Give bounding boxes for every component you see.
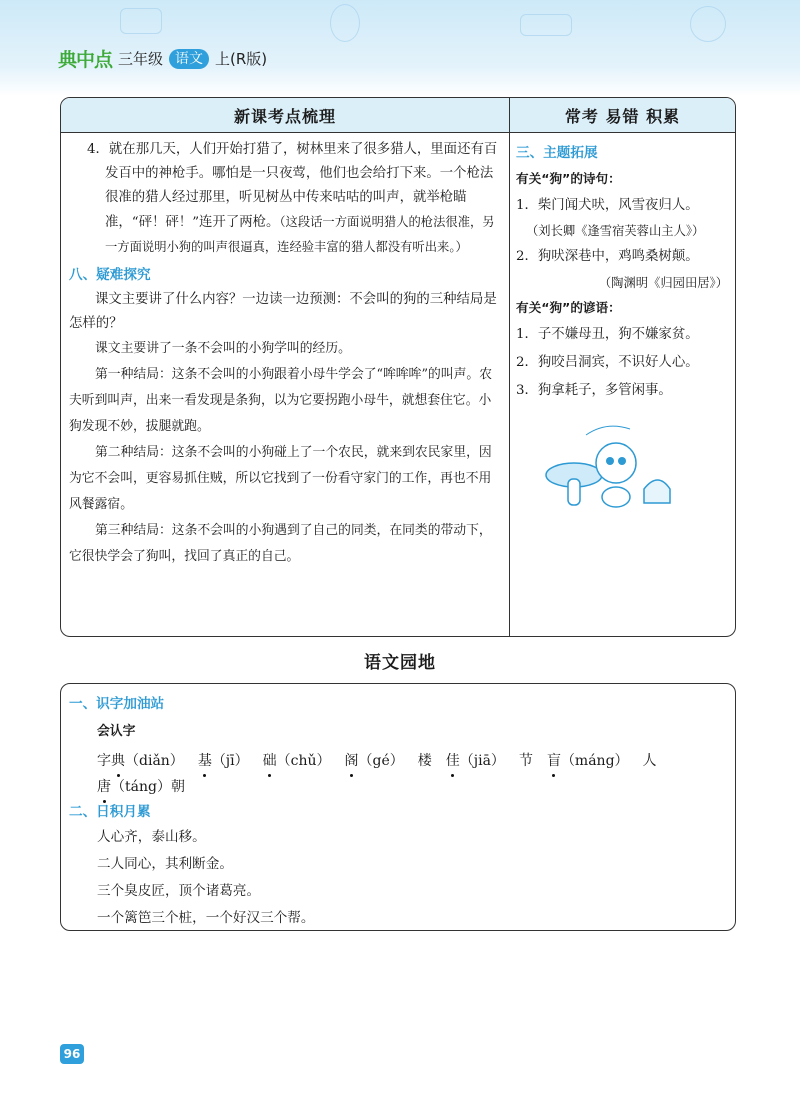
decor-doodle (120, 8, 162, 34)
pinyin: （chǔ） (276, 753, 331, 769)
edition-label: 上(R版) (215, 50, 268, 68)
character-line-1 (69, 748, 719, 774)
item-4 (69, 138, 503, 260)
emphasized-char: 唐 (97, 774, 111, 800)
chinese-garden-title: 语文园地 (364, 653, 436, 673)
char-entry (263, 753, 331, 769)
char: 节 (518, 753, 533, 769)
decor-doodle (520, 14, 572, 36)
right-column (516, 138, 728, 513)
char: 楼 (417, 753, 432, 769)
daily-accumulation-title: 二、日积月累 (69, 804, 151, 820)
saying-3: 3．狗拿耗子，多管闲事。 (516, 383, 672, 398)
pinyin: （máng） (560, 753, 629, 769)
emphasized-char: 础 (263, 748, 277, 774)
section-8-title: 八、疑难探究 (69, 267, 151, 283)
left-column (69, 138, 503, 570)
poem-1: 1．柴门闻犬吠，风雪夜归人。 (516, 198, 699, 213)
proverb-2: 二人同心，其利断金。 (97, 856, 233, 872)
char: 字 (97, 753, 111, 769)
cartoon-dog-illustration (534, 417, 684, 513)
proverb-3: 三个臭皮匠，顶个诸葛亮。 (97, 883, 261, 899)
emphasized-char: 典 (111, 748, 125, 774)
poem-1-citation: （刘长卿《逢雪宿芙蓉山主人》） (526, 224, 705, 238)
char-entry (345, 753, 404, 769)
poem-2: 2．狗吠深巷中，鸡鸣桑树颠。 (516, 249, 699, 264)
answer-ending-1: 第一种结局：这条不会叫的小狗跟着小母牛学会了“哞哞哞”的叫声。农夫听到叫声，出来一看发现是条狗，以为它要拐跑小母牛，就想套住它。小狗发现不妙，拔腿就跑。 (69, 367, 492, 434)
sayings-title: 有关“狗”的谚语： (516, 300, 621, 315)
pinyin: （jī） (211, 753, 249, 769)
chinese-garden-box (60, 683, 736, 931)
brand-logo: 典中点 (58, 49, 113, 71)
page-number: 96 (60, 1044, 84, 1064)
pinyin: （jiā） (459, 753, 505, 769)
grade-label: 三年级 (118, 50, 164, 68)
char-entry (519, 753, 533, 769)
answer-summary: 课文主要讲了一条不会叫的小狗学叫的经历。 (95, 341, 351, 356)
char-entry (547, 753, 629, 769)
char-entry (97, 753, 184, 769)
pinyin: （diǎn） (125, 753, 184, 769)
pinyin: （gé） (358, 753, 404, 769)
column-divider (509, 98, 510, 636)
saying-2: 2．狗咬吕洞宾，不识好人心。 (516, 355, 699, 370)
emphasized-char: 佳 (446, 748, 460, 774)
garden-content (69, 690, 719, 932)
emphasized-char: 盲 (547, 748, 561, 774)
char-entry (643, 753, 657, 769)
poems-title: 有关“狗”的诗句： (516, 171, 621, 186)
emphasized-char: 阁 (345, 748, 359, 774)
answer-ending-3: 第三种结局：这条不会叫的小狗遇到了自己的同类，在同类的带动下，它很快学会了狗叫，找回了真正的自己。 (69, 523, 492, 564)
char: 人 (642, 753, 657, 769)
char-entry (198, 753, 249, 769)
char-entry (418, 753, 432, 769)
page-header-band (0, 0, 800, 96)
saying-1: 1．子不嫌母丑，狗不嫌家贫。 (516, 327, 699, 342)
char: 朝 (170, 779, 185, 795)
literacy-station-title: 一、识字加油站 (69, 696, 165, 712)
right-column-title: 常考 易错 积累 (510, 98, 735, 133)
pinyin: （táng） (111, 779, 171, 795)
recognize-chars-label: 会认字 (97, 724, 136, 739)
decor-doodle (330, 4, 360, 42)
book-brand (58, 45, 267, 72)
left-column-title: 新课考点梳理 (61, 98, 509, 133)
subject-badge: 语文 (169, 49, 209, 69)
decor-doodle (690, 6, 726, 42)
poem-2-citation: （陶渊明《归园田居》） (598, 276, 728, 290)
item-4-text: 4．就在那几天，人们开始打猎了，树林里来了很多猎人，里面还有百发百中的神枪手。哪怕是一只夜莺，他们也会给打下来。一个枪法很准的猎人经过那里，听见树丛中传来咕咕的叫声，就举枪瞄准，“砰！砰！”连开了两枪。 (87, 142, 498, 230)
answer-ending-2: 第二种结局：这条不会叫的小狗碰上了一个农民，就来到农民家里，因为它不会叫，更容易抓住贼，所以它找到了一份看守家门的工作，再也不用风餐露宿。 (69, 445, 492, 512)
character-line-2 (69, 774, 719, 800)
lesson-review-box (60, 97, 736, 637)
theme-extension-title: 三、主题拓展 (516, 145, 598, 161)
char-entry (446, 753, 505, 769)
proverb-4: 一个篱笆三个桩，一个好汉三个帮。 (97, 910, 315, 926)
proverb-1: 人心齐，泰山移。 (97, 829, 206, 845)
emphasized-char: 基 (198, 748, 212, 774)
section-8-question: 课文主要讲了什么内容？一边读一边预测：不会叫的狗的三种结局是怎样的？ (69, 292, 497, 331)
item-4-note: （这段话一方面说明猎人的枪法很准，另一方面说明小狗的叫声很逼真，连经验丰富的猎人都没有听出来。） (105, 215, 495, 254)
